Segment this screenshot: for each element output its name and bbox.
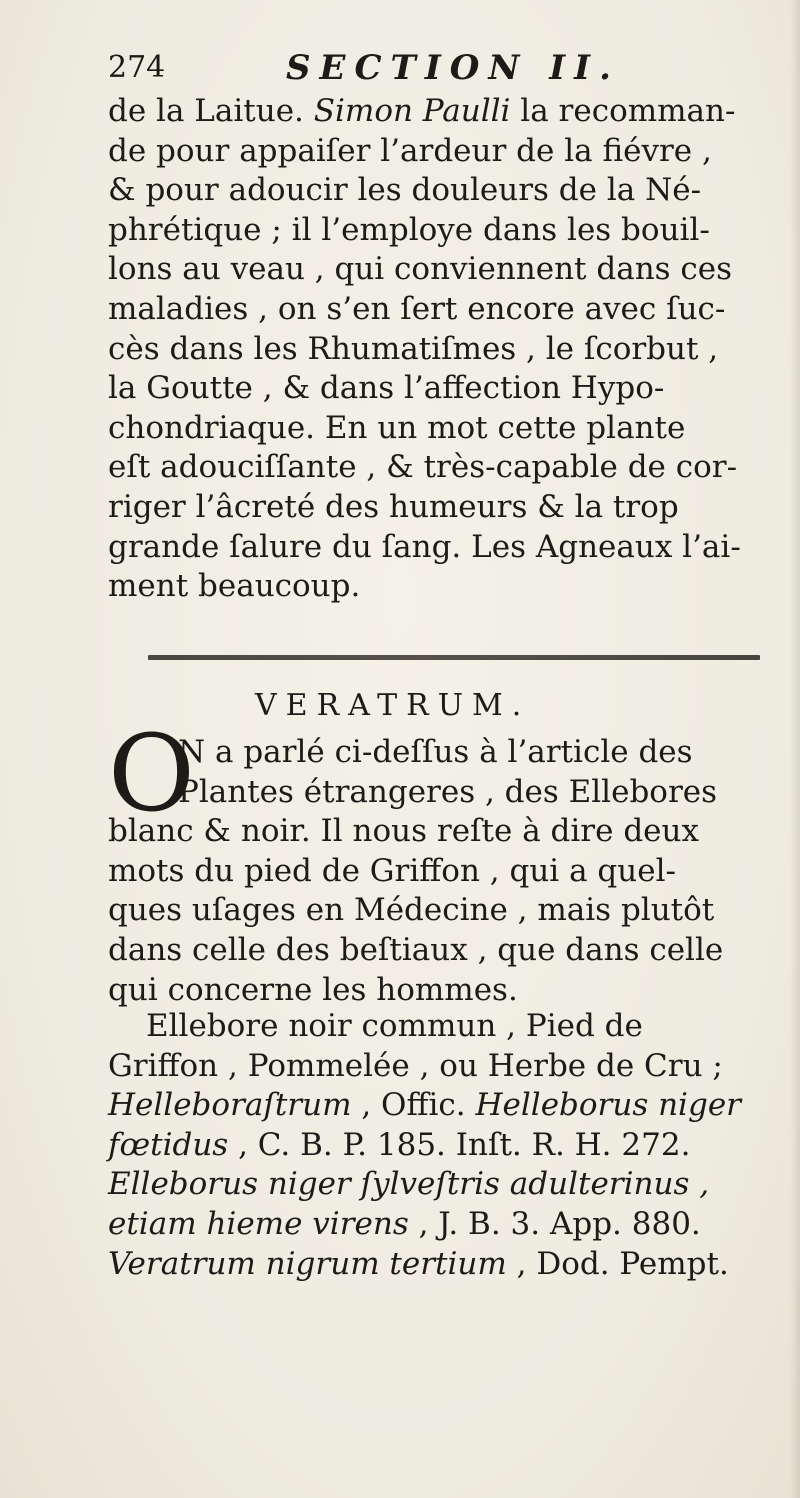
text-line bbox=[108, 1245, 750, 1285]
paragraph-veratrum-intro bbox=[108, 733, 750, 1010]
text-line: Plantes étrangeres , des Ellebores bbox=[178, 773, 718, 810]
text-line: blanc & noir. Il nous reſte à dire deux bbox=[108, 813, 699, 850]
text-line: la Goutte , & dans l’affection Hypo- bbox=[108, 370, 665, 407]
text-line bbox=[108, 1205, 750, 1245]
text-line: N a parlé ci-deſſus à l’article des bbox=[178, 734, 693, 770]
text-line: qui concerne les hommes. bbox=[108, 971, 518, 1008]
text-line: mots du pied de Griffon , qui a quel- bbox=[108, 852, 676, 889]
text-line: lons au veau , qui conviennent dans ces bbox=[108, 251, 733, 288]
text-line: cès dans les Rhumatiſmes , le ſcorbut , bbox=[108, 330, 719, 367]
text-run: , J. B. 3. App. 880. bbox=[408, 1205, 701, 1242]
page-number: 274 bbox=[108, 50, 166, 85]
latin-name: Veratrum nigrum tertium bbox=[108, 1245, 507, 1282]
text-line bbox=[108, 92, 750, 132]
text-line: ques uſages en Médecine , mais plutôt bbox=[108, 892, 715, 929]
text-run: , C. B. P. 185. Inſt. R. H. 272. bbox=[228, 1126, 691, 1163]
text-line: de pour appaiſer l’ardeur de la fiévre , bbox=[108, 132, 712, 169]
text-run: , Offic. bbox=[351, 1087, 476, 1124]
text-line bbox=[108, 1126, 750, 1166]
text-line: Elleborus niger ſylveſtris adulterinus , bbox=[108, 1166, 710, 1203]
text-line: phrétique ; il l’employe dans les bouil- bbox=[108, 211, 710, 248]
author-name: Simon Paulli bbox=[313, 93, 511, 129]
text-line: & pour adoucir les douleurs de la Né- bbox=[108, 172, 702, 209]
page-edge-shadow bbox=[790, 0, 800, 1498]
page-header bbox=[108, 48, 748, 92]
text-run: la recomman- bbox=[510, 93, 736, 129]
text-run: , Dod. Pempt. bbox=[506, 1245, 729, 1282]
text-line bbox=[108, 1086, 750, 1126]
text-line: maladies , on s’en ſert encore avec ſuc- bbox=[108, 290, 726, 327]
text-run: de la Laitue. bbox=[108, 93, 314, 129]
latin-name: Helleboraſtrum bbox=[108, 1087, 352, 1124]
paragraph-ellebore-noir bbox=[108, 1007, 750, 1284]
drop-cap: O bbox=[108, 712, 195, 835]
text-line: eſt adouciſſante , & très-capable de cor- bbox=[108, 449, 738, 486]
running-head: SECTION II. bbox=[286, 48, 620, 88]
paragraph-laitue bbox=[108, 92, 750, 607]
text-line: grande ſalure du ſang. Les Agneaux l’ai- bbox=[108, 528, 741, 565]
text-line: dans celle des beſtiaux , que dans celle bbox=[108, 931, 724, 968]
latin-name: fœtidus bbox=[108, 1126, 229, 1163]
latin-name: etiam hieme virens bbox=[108, 1205, 409, 1242]
section-divider-rule bbox=[148, 655, 760, 660]
text-line: ment beaucoup. bbox=[108, 568, 361, 605]
latin-name: Helleborus niger bbox=[475, 1087, 741, 1124]
text-line: riger l’âcreté des humeurs & la trop bbox=[108, 488, 679, 525]
text-line: chondriaque. En un mot cette plante bbox=[108, 409, 686, 446]
text-line: Griffon , Pommelée , ou Herbe de Cru ; bbox=[108, 1047, 723, 1084]
text-line: Ellebore noir commun , Pied de bbox=[146, 1008, 643, 1044]
section-title: VERATRUM. bbox=[255, 688, 531, 723]
